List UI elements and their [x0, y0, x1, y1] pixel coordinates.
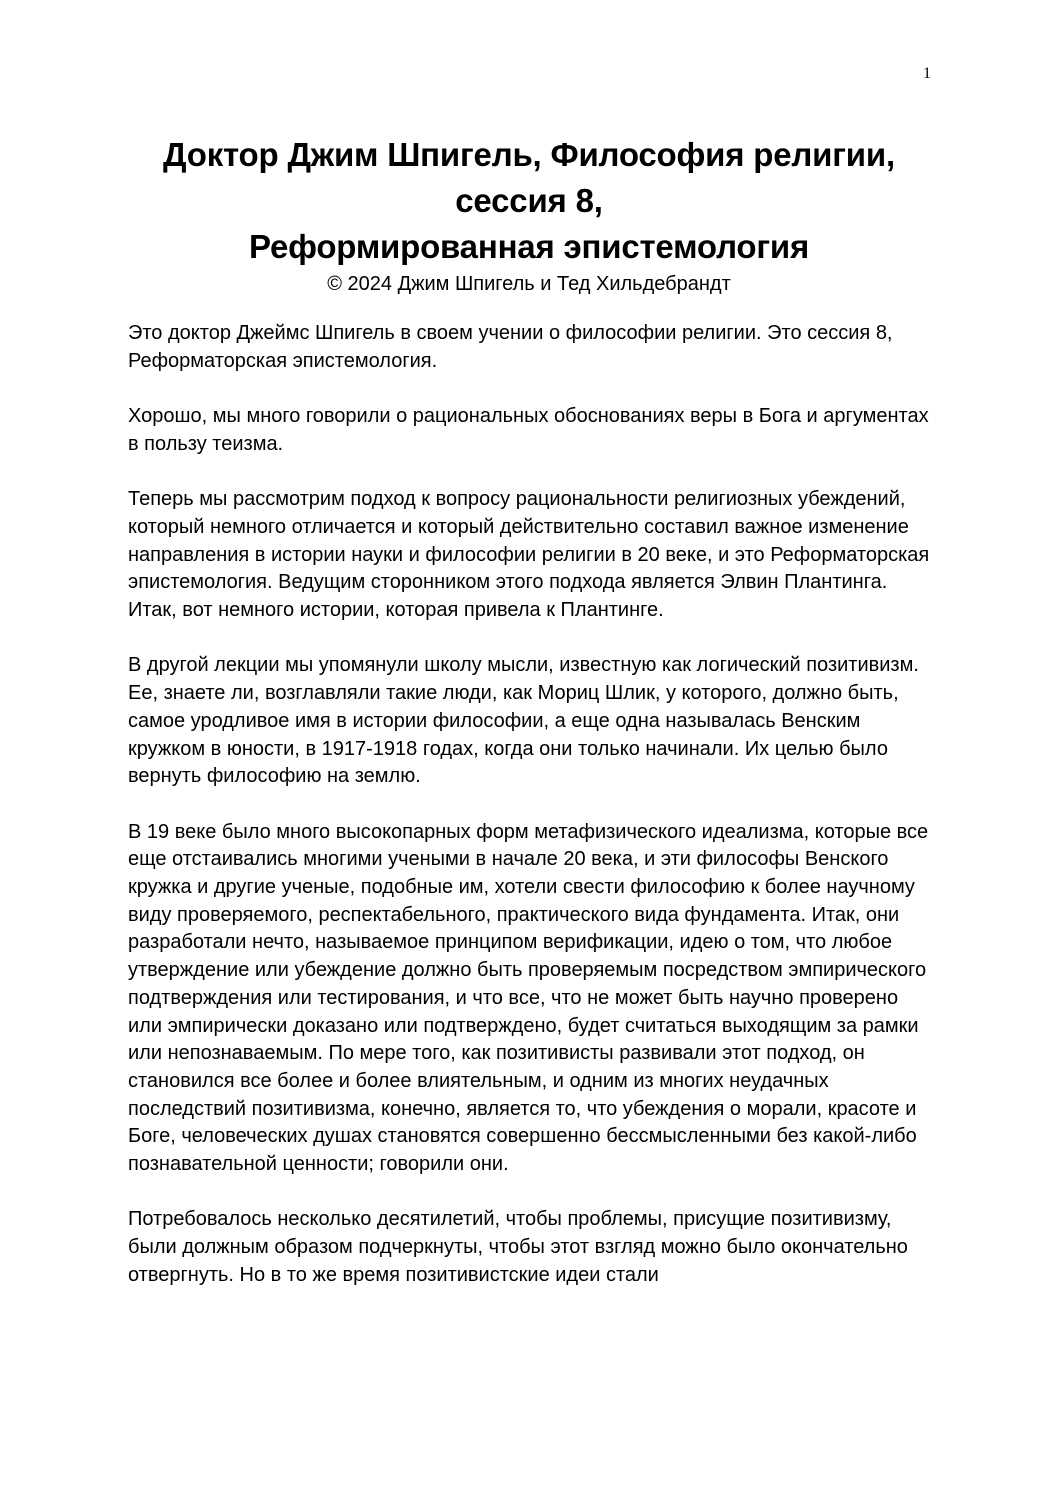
paragraph-6: Потребовалось несколько десятилетий, чтобы проблемы, присущие позитивизму, были должным образом подчеркнуты, чтобы этот взгляд можно было окончательно отвергнуть. Но в то же время позитивистские идеи стали: [128, 1208, 908, 1286]
paragraph-2: Хорошо, мы много говорили о рациональных обоснованиях веры в Бога и аргументах в пользу теизма.: [128, 405, 929, 455]
copyright-line: © 2024 Джим Шпигель и Тед Хильдебрандт: [327, 273, 731, 295]
document-header: [0, 132, 1058, 298]
page-number: 1: [923, 65, 931, 82]
title-line-1: Доктор Джим Шпигель, Философия религии,: [163, 136, 895, 173]
paragraph-5: В 19 веке было много высокопарных форм метафизического идеализма, которые все еще отстаивались многими учеными в начале 20 века, и эти философы Венского кружка и другие ученые, подобные им, хотели свести философию к более научному виду проверяемого, респектабельного, практического вида фундамента. Итак, они разработали нечто, называемое принципом верификации, идею о том, что любое утверждение или убеждение должно быть проверяемым посредством эмпирического подтверждения или тестирования, и что все, что не может быть научно проверено или эмпирически доказано или подтверждено, будет считаться выходящим за рамки или непознаваемым. По мере того, как позитивисты развивали этот подход, он становился все более и более влиятельным, и одним из многих неудачных последствий позитивизма, конечно, является то, что убеждения о морали, красоте и Боге, человеческих душах становятся совершенно бессмысленными без какой-либо познавательной ценности; говорили они.: [128, 820, 929, 1176]
title-line-2: сессия 8,: [455, 182, 603, 219]
paragraph-4: В другой лекции мы упомянули школу мысли, известную как логический позитивизм. Ее, знаете ли, возглавляли такие люди, как Мориц Шлик, у которого, должно быть, самое уродливое имя в истории философии, а еще одна называлась Венским кружком в юности, в 1917-1918 годах, когда они только начинали. Их целью было вернуть философию на землю.: [128, 654, 919, 788]
title-line-3: Реформированная эпистемология: [248, 228, 810, 265]
paragraph-1: Это доктор Джеймс Шпигель в своем учении о философии религии. Это сессия 8, Реформаторская эпистемология.: [128, 322, 893, 372]
paragraph-3: Теперь мы рассмотрим подход к вопросу рациональности религиозных убеждений, который немного отличается и который действительно составил важное изменение направления в истории науки и философии религии в 20 веке, и это Реформаторская эпистемология. Ведущим сторонником этого подхода является Элвин Плантинга. Итак, вот немного истории, которая привела к Плантинге.: [128, 488, 930, 621]
document-body: [128, 320, 934, 1290]
